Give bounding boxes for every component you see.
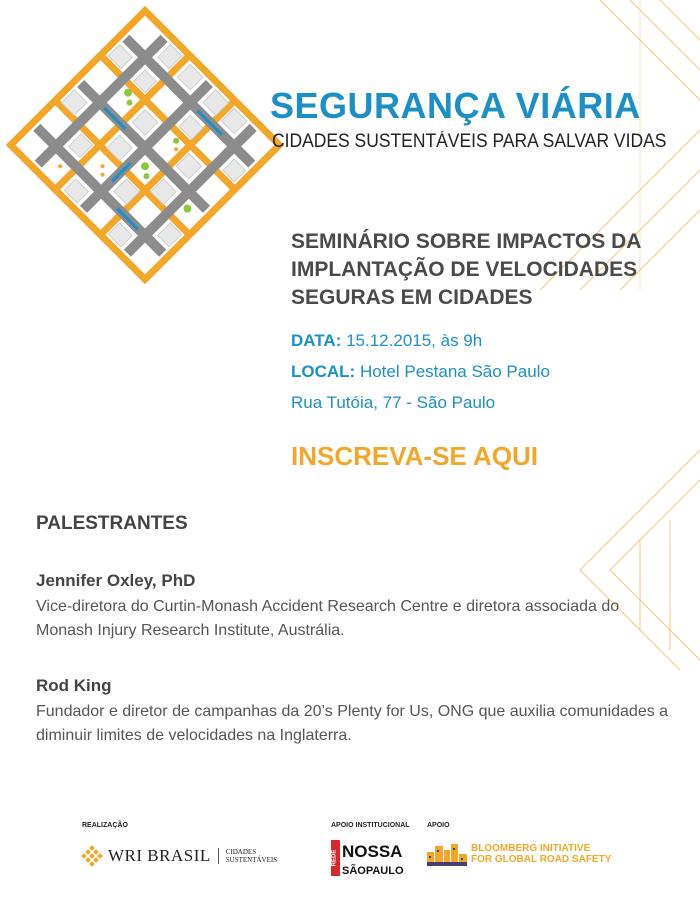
apoio-institucional-label: APOIO INSTITUCIONAL <box>331 822 410 829</box>
speaker-description: Fundador e diretor de campanhas da 20’s Plenty for Us, ONG que auxilia comunidades a diminuir limites de velocidades na Inglaterra. <box>36 703 669 744</box>
event-title: SEMINÁRIO SOBRE IMPACTOS DA IMPLANTAÇÃO DE VELOCIDADES SEGURAS EM CIDADES <box>291 230 641 309</box>
wri-name: WRI BRASIL <box>108 846 211 865</box>
bloomberg-logo <box>427 842 611 866</box>
decorative-lines-mid <box>580 500 700 670</box>
realizacao-label: REALIZAÇÃO <box>82 822 128 829</box>
rede-nossa-sao-paulo-logo <box>331 838 404 878</box>
speaker-name: Jennifer Oxley, PhD <box>36 571 196 590</box>
speakers-heading: PALESTRANTES <box>36 513 188 534</box>
bloomberg-text <box>471 843 611 865</box>
date-value: 15.12.2015, às 9h <box>346 331 483 350</box>
wri-sub-line2: SUSTENTÁVEIS <box>225 856 278 864</box>
bloomberg-skyline-icon <box>427 842 467 866</box>
wri-brasil-logo <box>82 841 277 871</box>
apoio-label: APOIO <box>427 822 450 829</box>
event-date <box>291 331 482 351</box>
speaker-description: Vice-diretora do Curtin-Monash Accident Research Centre e diretora associada do Monash Injury Research Institute, Austrália. <box>36 598 620 639</box>
location-value: Hotel Pestana São Paulo <box>359 362 550 381</box>
speaker-name: Rod King <box>36 676 112 695</box>
register-link[interactable]: INSCREVA-SE AQUI <box>291 441 539 471</box>
nossa-text: NOSSA <box>342 842 403 861</box>
city-grid-illustration <box>20 20 270 270</box>
wri-sub-line1: CIDADES <box>225 848 257 856</box>
event-location <box>291 362 550 382</box>
bloomberg-line2: FOR GLOBAL ROAD SAFETY <box>471 854 612 865</box>
date-label: DATA: <box>291 331 342 350</box>
wri-emblem-icon <box>82 846 102 866</box>
event-address: Rua Tutóia, 77 - São Paulo <box>291 393 496 412</box>
rede-text: REDE <box>331 849 338 867</box>
wri-subtitle <box>226 848 277 864</box>
sao-paulo-text: SÃOPAULO <box>342 865 404 877</box>
location-label: LOCAL: <box>291 362 356 381</box>
page-title: SEGURANÇA VIÁRIA <box>270 85 641 126</box>
bloomberg-line1: BLOOMBERG INITIATIVE <box>471 843 591 854</box>
logo-divider <box>218 848 219 864</box>
page-subtitle: CIDADES SUSTENTÁVEIS PARA SALVAR VIDAS <box>272 131 667 152</box>
